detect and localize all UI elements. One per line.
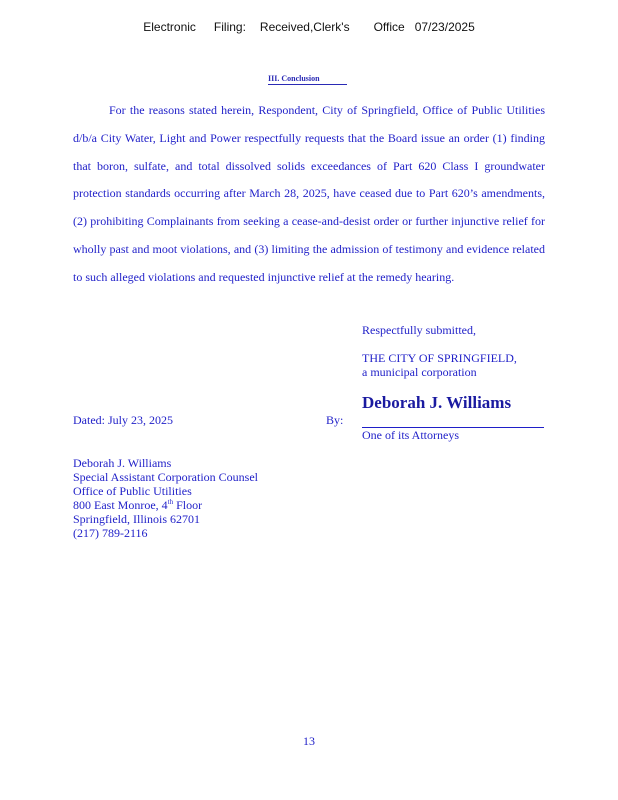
by-label: By: (326, 413, 344, 427)
street-suffix: Floor (173, 498, 203, 512)
section-heading: III. Conclusion (268, 74, 347, 85)
street-prefix: 800 East Monroe, 4 (73, 498, 168, 512)
address-street (73, 498, 258, 512)
party-line-1: THE CITY OF SPRINGFIELD, (362, 351, 517, 365)
closing-text: Respectfully submitted, (362, 323, 476, 337)
stamp-filing: Filing: (213, 20, 246, 34)
dated-line: Dated: July 23, 2025 (73, 413, 173, 427)
address-title: Special Assistant Corporation Counsel (73, 470, 258, 484)
attorney-address-block (73, 456, 258, 540)
filing-stamp (0, 20, 618, 34)
address-phone: (217) 789-2116 (73, 526, 148, 540)
street-ordinal: th (167, 498, 174, 506)
address-city: Springfield, Illinois 62701 (73, 512, 200, 526)
address-name: Deborah J. Williams (73, 456, 172, 470)
page-number: 13 (303, 734, 315, 748)
stamp-office: Office (373, 20, 405, 34)
address-office: Office of Public Utilities (73, 484, 192, 498)
signature-name: Deborah J. Williams (362, 393, 512, 412)
party-line-2: a municipal corporation (362, 365, 477, 379)
stamp-electronic: Electronic (143, 20, 196, 34)
conclusion-paragraph: For the reasons stated herein, Respondent, City of Springfield, Office of Public Utilities d/b/a City Water, Light and Power respectfully requests that the Board issue an order (1) finding that boron, sulfate, and total dissolved solids exceedances of Part 620 Class I groundwater protection standards occurring after March 28, 2025, have ceased due to Part 620’s amendments, (2) prohibiting Complainants from seeking a cease-and-desist order or further injunctive relief for wholly past and moot violations, and (3) limiting the admission of testimony and evidence related to such alleged violations and requested injunctive relief at the remedy hearing. (73, 103, 545, 284)
stamp-date: 07/23/2025 (414, 20, 475, 34)
stamp-received: Received,Clerk's (259, 20, 350, 34)
attorney-role: One of its Attorneys (362, 428, 459, 442)
